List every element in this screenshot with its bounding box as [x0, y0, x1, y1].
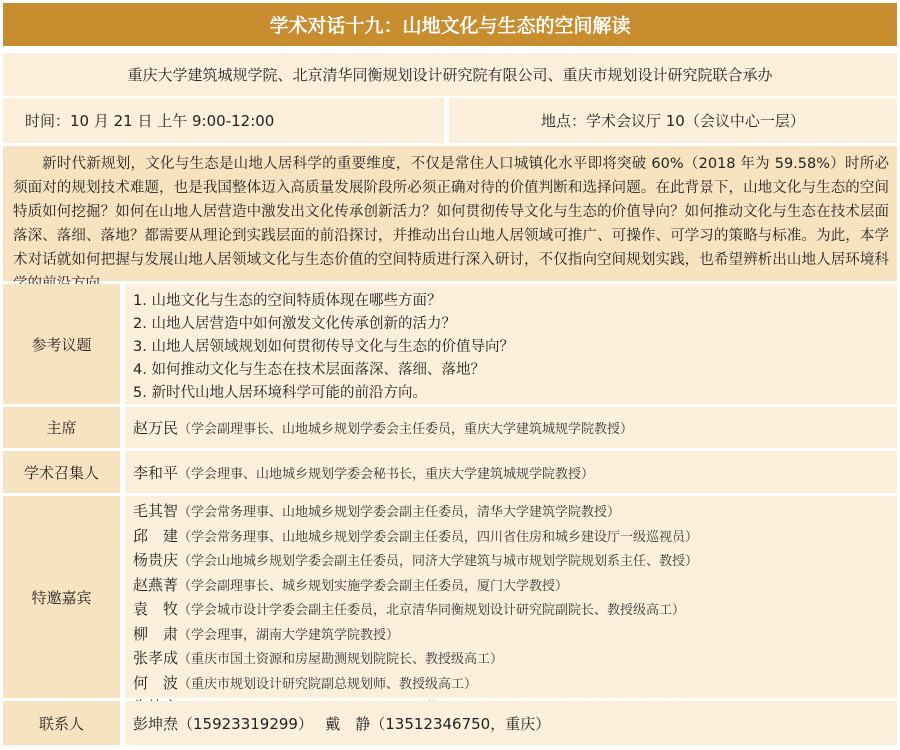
guest-row [133, 574, 897, 599]
guest-name: 邱 建 [133, 526, 179, 545]
guest-name: 杨贵庆 [133, 551, 179, 569]
guest-desc: （学会副理事长、城乡规划实施学委会副主任委员，厦门大学教授） [178, 578, 569, 594]
guests-section [3, 496, 897, 698]
topic-item: 1. 山地文化与生态的空间特质体现在哪些方面？ [133, 293, 442, 309]
guest-row [133, 598, 897, 623]
guest-desc: （学会城市设计学委会副主任委员，北京清华同衡规划设计研究院副院长、教授级高工） [178, 603, 686, 618]
chair-content [125, 407, 897, 448]
location-text: 地点：学术会议厅 10（会议中心一层） [449, 98, 897, 143]
convener-name: 李和平 [133, 463, 179, 482]
guests-label: 特邀嘉宾 [3, 496, 120, 698]
chair-name: 赵万民 [133, 419, 179, 437]
guest-name: 何 波 [133, 673, 179, 692]
guest-desc: （学会理事，湖南大学建筑学院教授） [178, 627, 400, 643]
contact-text: 彭坤焘（15923319299） 戴 静（13512346750，重庆） [125, 701, 897, 745]
guest-desc: （学会山地城乡规划学委会副主任委员，同济大学建筑与城市规划学院规划系主任、教授） [178, 554, 699, 569]
topic-item: 5. 新时代山地人居环境科学可能的前沿方向。 [133, 385, 427, 401]
guest-row [133, 623, 897, 648]
topic-item: 2. 山地人居营造中如何激发文化传承创新的活力？ [133, 316, 456, 332]
chair-label: 主席 [3, 407, 120, 448]
topics-label: 参考议题 [3, 284, 120, 404]
guest-name: 毛其智 [133, 502, 179, 520]
chair-section [3, 407, 897, 448]
guest-name: 袁 牧 [133, 600, 179, 618]
guest-row [133, 647, 897, 672]
guest-name: 张孝成 [133, 649, 179, 667]
guest-desc: （重庆市国土资源和房屋勘测规划院院长、教授级高工） [178, 652, 504, 667]
time-location-row [3, 98, 897, 143]
intro-paragraph: 新时代新规划，文化与生态是山地人居科学的重要维度，不仅是常住人口城镇化水平即将突破 60%（2018 年为 59.58%）时所必须面对的规划技术难题，也是我国整体迈入高质量发展阶段所必须正确对待的价值判断和选择问题。在此背景下，山地文化与生态的空间特质如何挖掘？如何在山地人居营造中激发出文化传承创新活力？如何贯彻传导文化与生态的价值导向？如何推动文化与生态在技术层面落深、落细、落地？都需要从理论到实践层面的前沿探讨，并推动出台山地人居领域可推广、可操作、可学习的策略与标准。为此，本学术对话就如何把握与发展山地人居领域文化与生态价值的空间特质进行深入研讨，不仅指向空间规划实践，也希望辨析出山地人居环境科 [3, 146, 897, 281]
guests-list [125, 496, 897, 698]
guest-desc: （重庆市规划设计研究院副总规划师、教授级高工） [178, 676, 478, 692]
page-title: 学术对话十九：山地文化与生态的空间解读 [3, 3, 897, 46]
guest-row [133, 525, 897, 550]
topic-item: 3. 山地人居领域规划如何贯彻传导文化与生态的价值导向？ [133, 339, 514, 355]
topics-list [125, 284, 897, 404]
guest-row [133, 549, 897, 574]
guest-row [133, 672, 897, 697]
program-sheet [3, 3, 897, 747]
contact-section [3, 701, 897, 745]
organizers: 重庆大学建筑城规学院、北京清华同衡规划设计研究院有限公司、重庆市规划设计研究院联合承办 [3, 53, 897, 96]
guest-name: 赵燕菁 [133, 575, 179, 594]
convener-content [125, 451, 897, 493]
guest-row [133, 500, 897, 525]
contact-label: 联系人 [3, 701, 120, 745]
topic-item: 4. 如何推动文化与生态在技术层面落深、落细、落地？ [133, 362, 485, 378]
guest-name: 柳 肃 [133, 624, 179, 643]
topics-section [3, 284, 897, 404]
guest-desc: （学会常务理事、山地城乡规划学委会副主任委员，四川省住房和城乡建设厅一级巡视员） [178, 529, 699, 545]
convener-section [3, 451, 897, 493]
chair-desc: （学会副理事长、山地城乡规划学委会主任委员，重庆大学建筑城规学院教授） [178, 422, 634, 437]
convener-desc: （学会理事、山地城乡规划学委会秘书长，重庆大学建筑城规学院教授） [178, 466, 595, 482]
time-text: 时间：10 月 21 日 上午 9:00-12:00 [3, 98, 444, 143]
convener-label: 学术召集人 [3, 451, 120, 493]
guest-desc: （学会常务理事、山地城乡规划学委会副主任委员，清华大学建筑学院教授） [178, 505, 621, 520]
